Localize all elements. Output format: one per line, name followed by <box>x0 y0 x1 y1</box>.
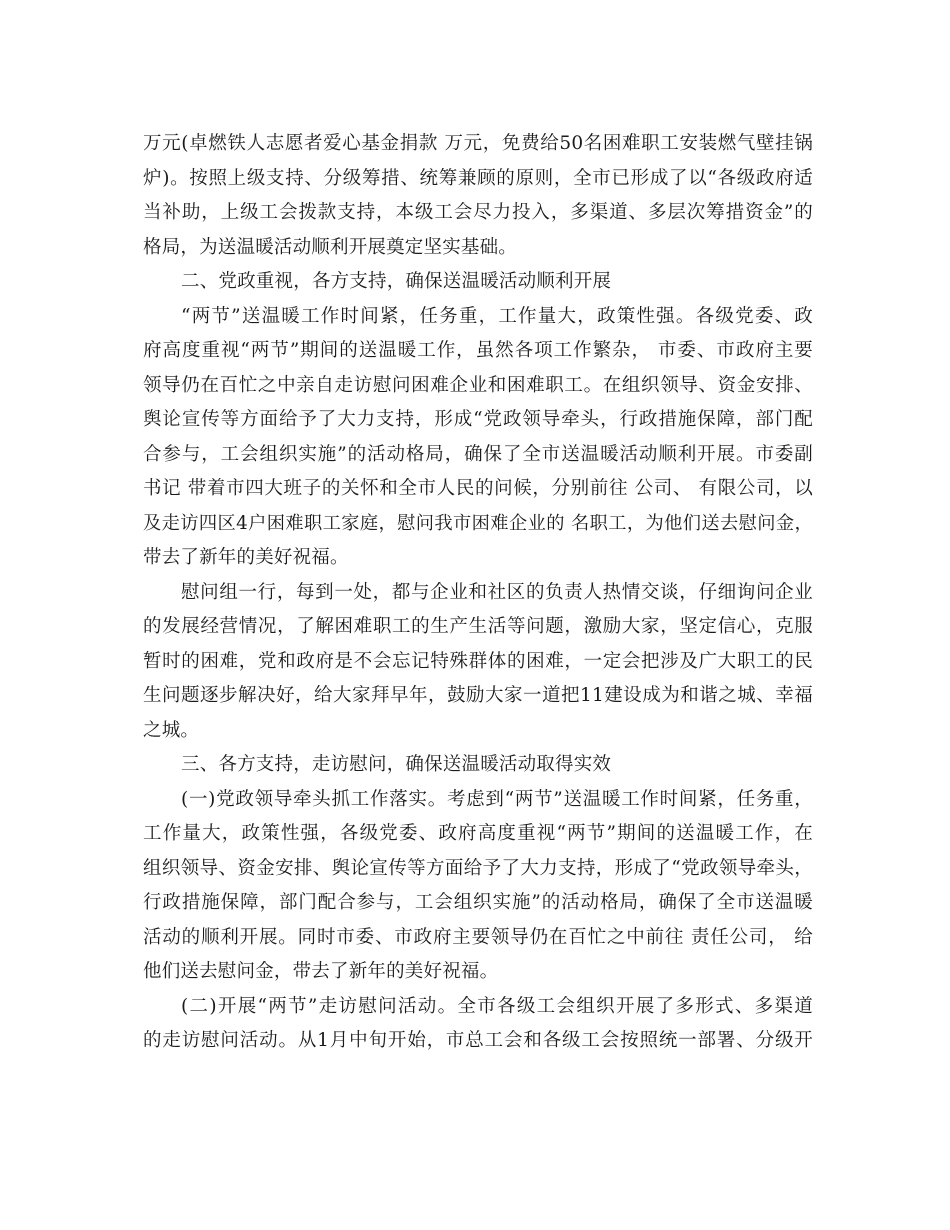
text-line: 领导仍在百忙之中亲自走访慰问困难企业和困难职工。在组织领导、资金安排、 <box>143 374 813 396</box>
text-line: 他们送去慰问金，带去了新年的美好祝福。 <box>143 961 499 982</box>
text-line: 慰问组一行，每到一处，都与企业和社区的负责人热情交谈，仔细询问企业 <box>181 581 813 603</box>
text-line: 之城。 <box>143 719 200 741</box>
text-line: 三、各方支持，走访慰问，确保送温暖活动取得实效 <box>181 754 612 775</box>
text-line: 二、党政重视，各方支持，确保送温暖活动顺利开展 <box>181 271 612 292</box>
text-line: 暂时的困难，党和政府是不会忘记特殊群体的困难，一定会把涉及广大职工的民 <box>143 650 813 672</box>
text-line: 当补助，上级工会拨款支持，本级工会尽力投入，多渠道、多层次筹措资金”的 <box>143 202 813 223</box>
text-line: 炉)。按照上级支持、分级筹措、统筹兼顾的原则，全市已形成了以“各级政府适 <box>143 167 813 189</box>
text-line: 组织领导、资金安排、舆论宣传等方面给予了大力支持，形成了“党政领导牵头， <box>143 857 813 879</box>
text-line: “两节”送温暖工作时间紧，任务重，工作量大，政策性强。各级党委、政 <box>181 305 813 327</box>
text-line: 带去了新年的美好祝福。 <box>143 547 349 568</box>
text-line: 格局，为送温暖活动顺利开展奠定坚实基础。 <box>143 236 518 258</box>
text-line: (二)开展“两节”走访慰问活动。全市各级工会组织开展了多形式、多渠道 <box>181 995 813 1017</box>
text-line: 工作量大，政策性强，各级党委、政府高度重视“两节”期间的送温暖工作，在 <box>143 823 813 844</box>
text-line: 的发展经营情况，了解困难职工的生产生活等问题，激励大家，坚定信心，克服 <box>143 616 813 637</box>
text-line: 活动的顺利开展。同时市委、市政府主要领导仍在百忙之中前往 责任公司， 给 <box>143 926 813 948</box>
text-line: 府高度重视“两节”期间的送温暖工作，虽然各项工作繁杂， 市委、市政府主要 <box>143 340 813 361</box>
document-body <box>143 128 813 1060</box>
text-line: 生问题逐步解决好，给大家拜早年，鼓励大家一道把11建设成为和谐之城、幸福 <box>143 685 813 706</box>
text-line: 合参与，工会组织实施”的活动格局，确保了全市送温暖活动顺利开展。市委副 <box>143 443 813 465</box>
text-line: (一)党政领导牵头抓工作落实。考虑到“两节”送温暖工作时间紧，任务重， <box>181 788 813 810</box>
text-line: 舆论宣传等方面给予了大力支持，形成“党政领导牵头，行政措施保障，部门配 <box>143 409 813 430</box>
text-line: 书记 带着市四大班子的关怀和全市人民的问候，分别前往 公司、 有限公司，以 <box>143 478 813 499</box>
text-line: 万元(卓燃铁人志愿者爱心基金捐款 万元，免费给50名困难职工安装燃气壁挂锅 <box>143 133 813 154</box>
text-line: 行政措施保障，部门配合参与，工会组织实施”的活动格局，确保了全市送温暖 <box>143 892 813 913</box>
text-line: 及走访四区4户困难职工家庭，慰问我市困难企业的 名职工，为他们送去慰问金， <box>143 512 813 534</box>
text-line: 的走访慰问活动。从1月中旬开始，市总工会和各级工会按照统一部署、分级开 <box>143 1030 813 1051</box>
